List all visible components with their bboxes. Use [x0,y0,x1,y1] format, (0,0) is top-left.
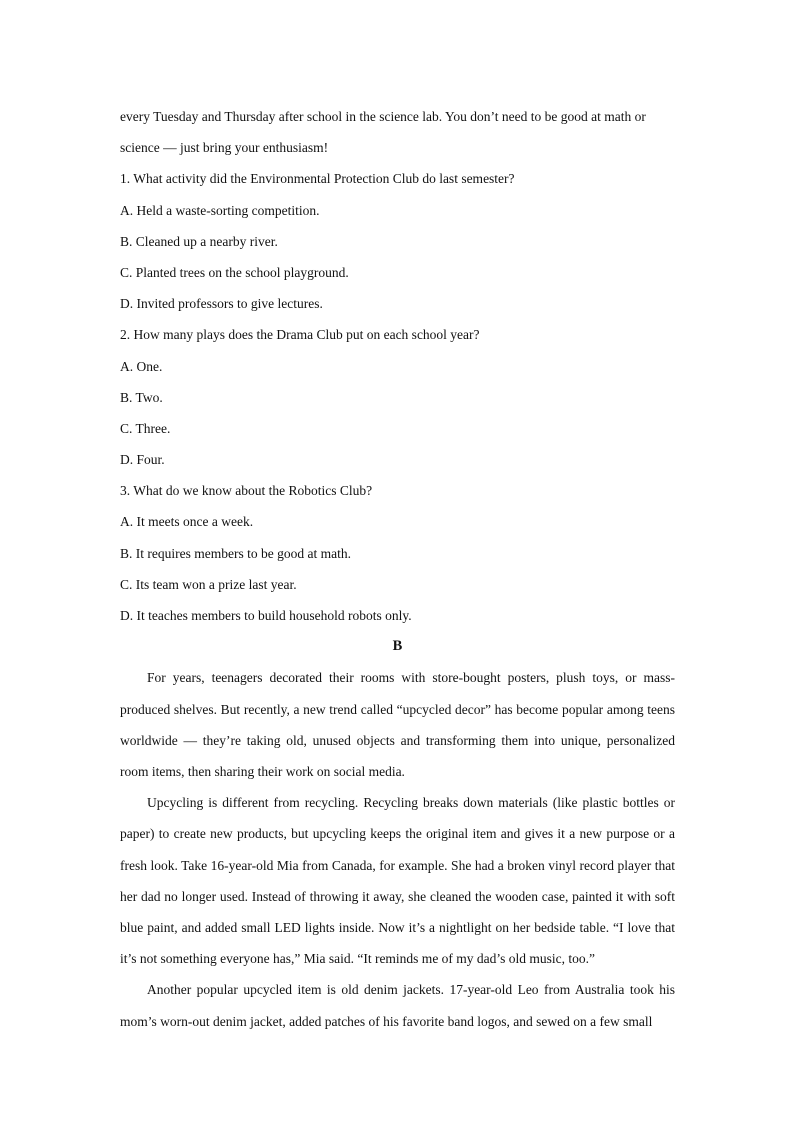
option-a: A. Held a waste-sorting competition. [120,202,320,218]
option-c: C. Its team won a prize last year. [120,576,297,592]
option-c: C. Planted trees on the school playground. [120,264,349,280]
question-block [120,475,675,631]
question-text: 3. What do we know about the Robotics Club? [120,483,373,499]
option-a: A. It meets once a week. [120,514,254,530]
option-b: B. Two. [120,389,163,405]
section-heading: B [392,638,403,655]
question-text: 1. What activity did the Environmental Protection Club do last semester? [120,171,515,187]
option-d: D. Invited professors to give lectures. [120,296,323,312]
option-b: B. It requires members to be good at math. [120,545,351,561]
intro-line: science — just bring your enthusiasm! [120,140,329,156]
option-d: D. It teaches members to build household robots only. [120,608,412,623]
question-block [120,319,675,475]
intro-line: every Tuesday and Thursday after school in the science lab. You don’t need to be good at math or [120,109,646,124]
option-d: D. Four. [120,452,165,468]
option-a: A. One. [120,358,163,374]
page-content [120,101,675,1037]
paragraph: Another popular upcycled item is old denim jackets. 17-year-old Leo from Australia took his mom’s worn-out denim jacket, added patches of his favorite band logos, and sewed on a few small [120,982,675,1029]
question-block [120,163,675,319]
paragraph: Upcycling is different from recycling. Recycling breaks down materials (like plastic bottles or paper) to create new products, but upcycling keeps the original item and gives it a new purpose or a fresh look. Take 16-year-old Mia from Canada, for example. She had a broken vinyl record player that her dad no longer used. Instead of throwing it away, she cleaned the wooden case, painted it with soft blue paint, and added small LED lights inside. Now it’s a nightlight on her bedside table. “I love that it’s not something everyone has,” Mia said. “It reminds me of my dad’s old music, too.” [120,795,675,967]
paragraph: For years, teenagers decorated their rooms with store-bought posters, plush toys, or mass-produced shelves. But recently, a new trend called “upcycled decor” has become popular among teens worldwide — they’re taking old, unused objects and transforming them into unique, personalized room items, then sharing their work on social media. [120,670,675,779]
option-b: B. Cleaned up a nearby river. [120,233,278,249]
option-c: C. Three. [120,420,171,436]
question-text: 2. How many plays does the Drama Club put on each school year? [120,327,480,343]
